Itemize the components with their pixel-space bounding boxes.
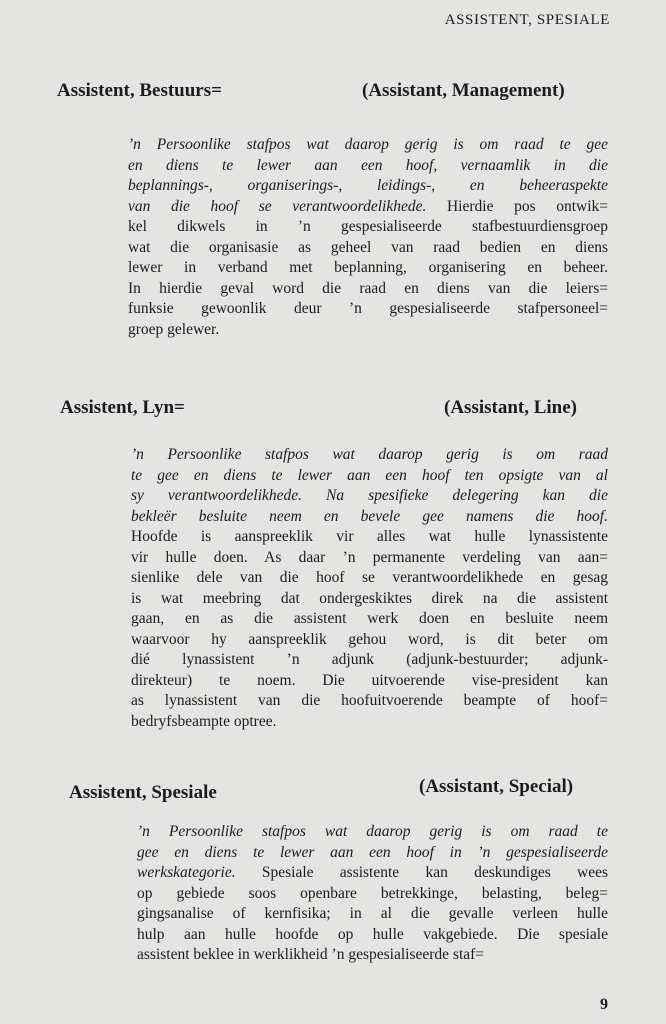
definition-text: Spesiale assistente kan deskundiges wees [235,864,608,881]
definition-line [131,691,608,712]
definition-italic-text: ’n Persoonlike stafpos wat daarop gerig is om raad [131,446,608,463]
definition-line [137,863,608,884]
definition-italic-text: beplannings-, organiserings-, leidings-, en beheeraspekte [128,177,608,194]
definition-line [131,486,608,507]
page-number: 9 [600,996,608,1013]
definition-line [137,843,608,864]
definition-italic-text: gee en diens te lewer aan een hoof in ’n gespesialiseerde [137,843,608,861]
definition-text: bedryfsbeampte optree. [131,712,277,730]
entry-definition [128,135,608,340]
definition-text: waarvoor hy aanspreeklik gehou word, is dit beter om [131,630,608,648]
definition-line [131,568,608,589]
entry-term: Assistent, Bestuurs= [57,80,222,101]
entry-term: Assistent, Lyn= [60,397,185,418]
definition-text: vir hulle doen. As daar ’n permanente verdeling van aan= [131,548,608,566]
definition-line [128,217,608,238]
definition-text: In hierdie geval word die raad en diens van die leiers= [128,279,608,297]
definition-line [128,320,608,341]
definition-line [137,822,608,843]
definition-line [137,904,608,925]
definition-line [131,507,608,528]
definition-line [131,630,608,651]
definition-line [131,548,608,569]
entry-definition [131,445,608,732]
definition-line [128,176,608,197]
definition-italic-text: en diens te lewer aan een hoof, vernaamlik in die [128,156,608,174]
definition-text: dié lynassistent ’n adjunk (adjunk-bestuurder; adjunk- [131,651,608,668]
definition-text: groep gelewer. [128,320,220,338]
definition-line [131,712,608,733]
definition-line [128,197,608,218]
definition-text: Hoofde is aanspreeklik vir alles wat hulle lynassistente [131,528,608,545]
entry-definition [137,822,608,966]
definition-text: Hierdie pos ontwik= [426,197,609,215]
definition-line [131,671,608,692]
definition-italic-text: ’n Persoonlike stafpos wat daarop gerig is om raad te gee [128,136,608,153]
definition-text: direkteur) te noem. Die uitvoerende vise-president kan [131,671,608,689]
definition-italic-text: te gee en diens te lewer aan een hoof ten opsigte van al [131,466,608,484]
definition-text: is wat meebring dat ondergeskiktes direk na die assistent [131,589,608,607]
definition-line [137,945,608,966]
definition-line [128,258,608,279]
definition-line [128,279,608,300]
definition-line [128,299,608,320]
definition-text: sienlike dele van die hoof se verantwoordelikhede en gesag [131,569,608,586]
definition-text: gingsanalise of kernfisika; in al die gevalle verleen hulle [137,905,608,922]
definition-line [131,650,608,671]
definition-text: gaan, en as die assistent werk doen en besluite neem [131,610,608,627]
definition-line [137,884,608,905]
definition-line [131,466,608,487]
definition-text: funksie gewoonlik deur ’n gespesialiseerde stafpersoneel= [128,300,608,317]
definition-italic-text: werkskategorie. [137,864,236,881]
definition-italic-text: van die hoof se verantwoordelikhede. [128,197,427,215]
entry-translation: (Assistant, Special) [419,776,574,797]
definition-line [131,527,608,548]
definition-text: wat die organisasie as geheel van raad bedien en diens [128,238,608,256]
definition-italic-text: sy verantwoordelikhede. Na spesifieke delegering kan die [131,487,608,504]
definition-line [131,589,608,610]
definition-line [131,445,608,466]
definition-italic-text: ’n Persoonlike stafpos wat daarop gerig is om raad te [137,823,608,840]
definition-italic-text: bekleër besluite neem en bevele gee namens die hoof. [131,507,608,525]
entry-translation: (Assistant, Line) [444,397,578,418]
entry-term: Assistent, Spesiale [69,782,217,803]
definition-line [128,156,608,177]
definition-text: hulp aan hulle hoofde op hulle vakgebiede. Die spesiale [137,925,608,943]
definition-text: op gebiede soos openbare betrekkinge, belasting, beleg= [137,884,608,902]
definition-line [137,925,608,946]
definition-text: as lynassistent van die hoofuitvoerende beampte of hoof= [131,692,608,709]
definition-text: assistent beklee in werklikheid ’n gespesialiseerde staf= [137,946,485,963]
definition-line [131,609,608,630]
definition-line [128,135,608,156]
definition-line [128,238,608,259]
definition-text: lewer in verband met beplanning, organisering en beheer. [128,259,608,276]
definition-text: kel dikwels in ’n gespesialiseerde stafbestuurdiensgroep [128,218,608,235]
entry-translation: (Assistant, Management) [362,80,565,101]
running-header: ASSISTENT, SPESIALE [444,12,610,28]
